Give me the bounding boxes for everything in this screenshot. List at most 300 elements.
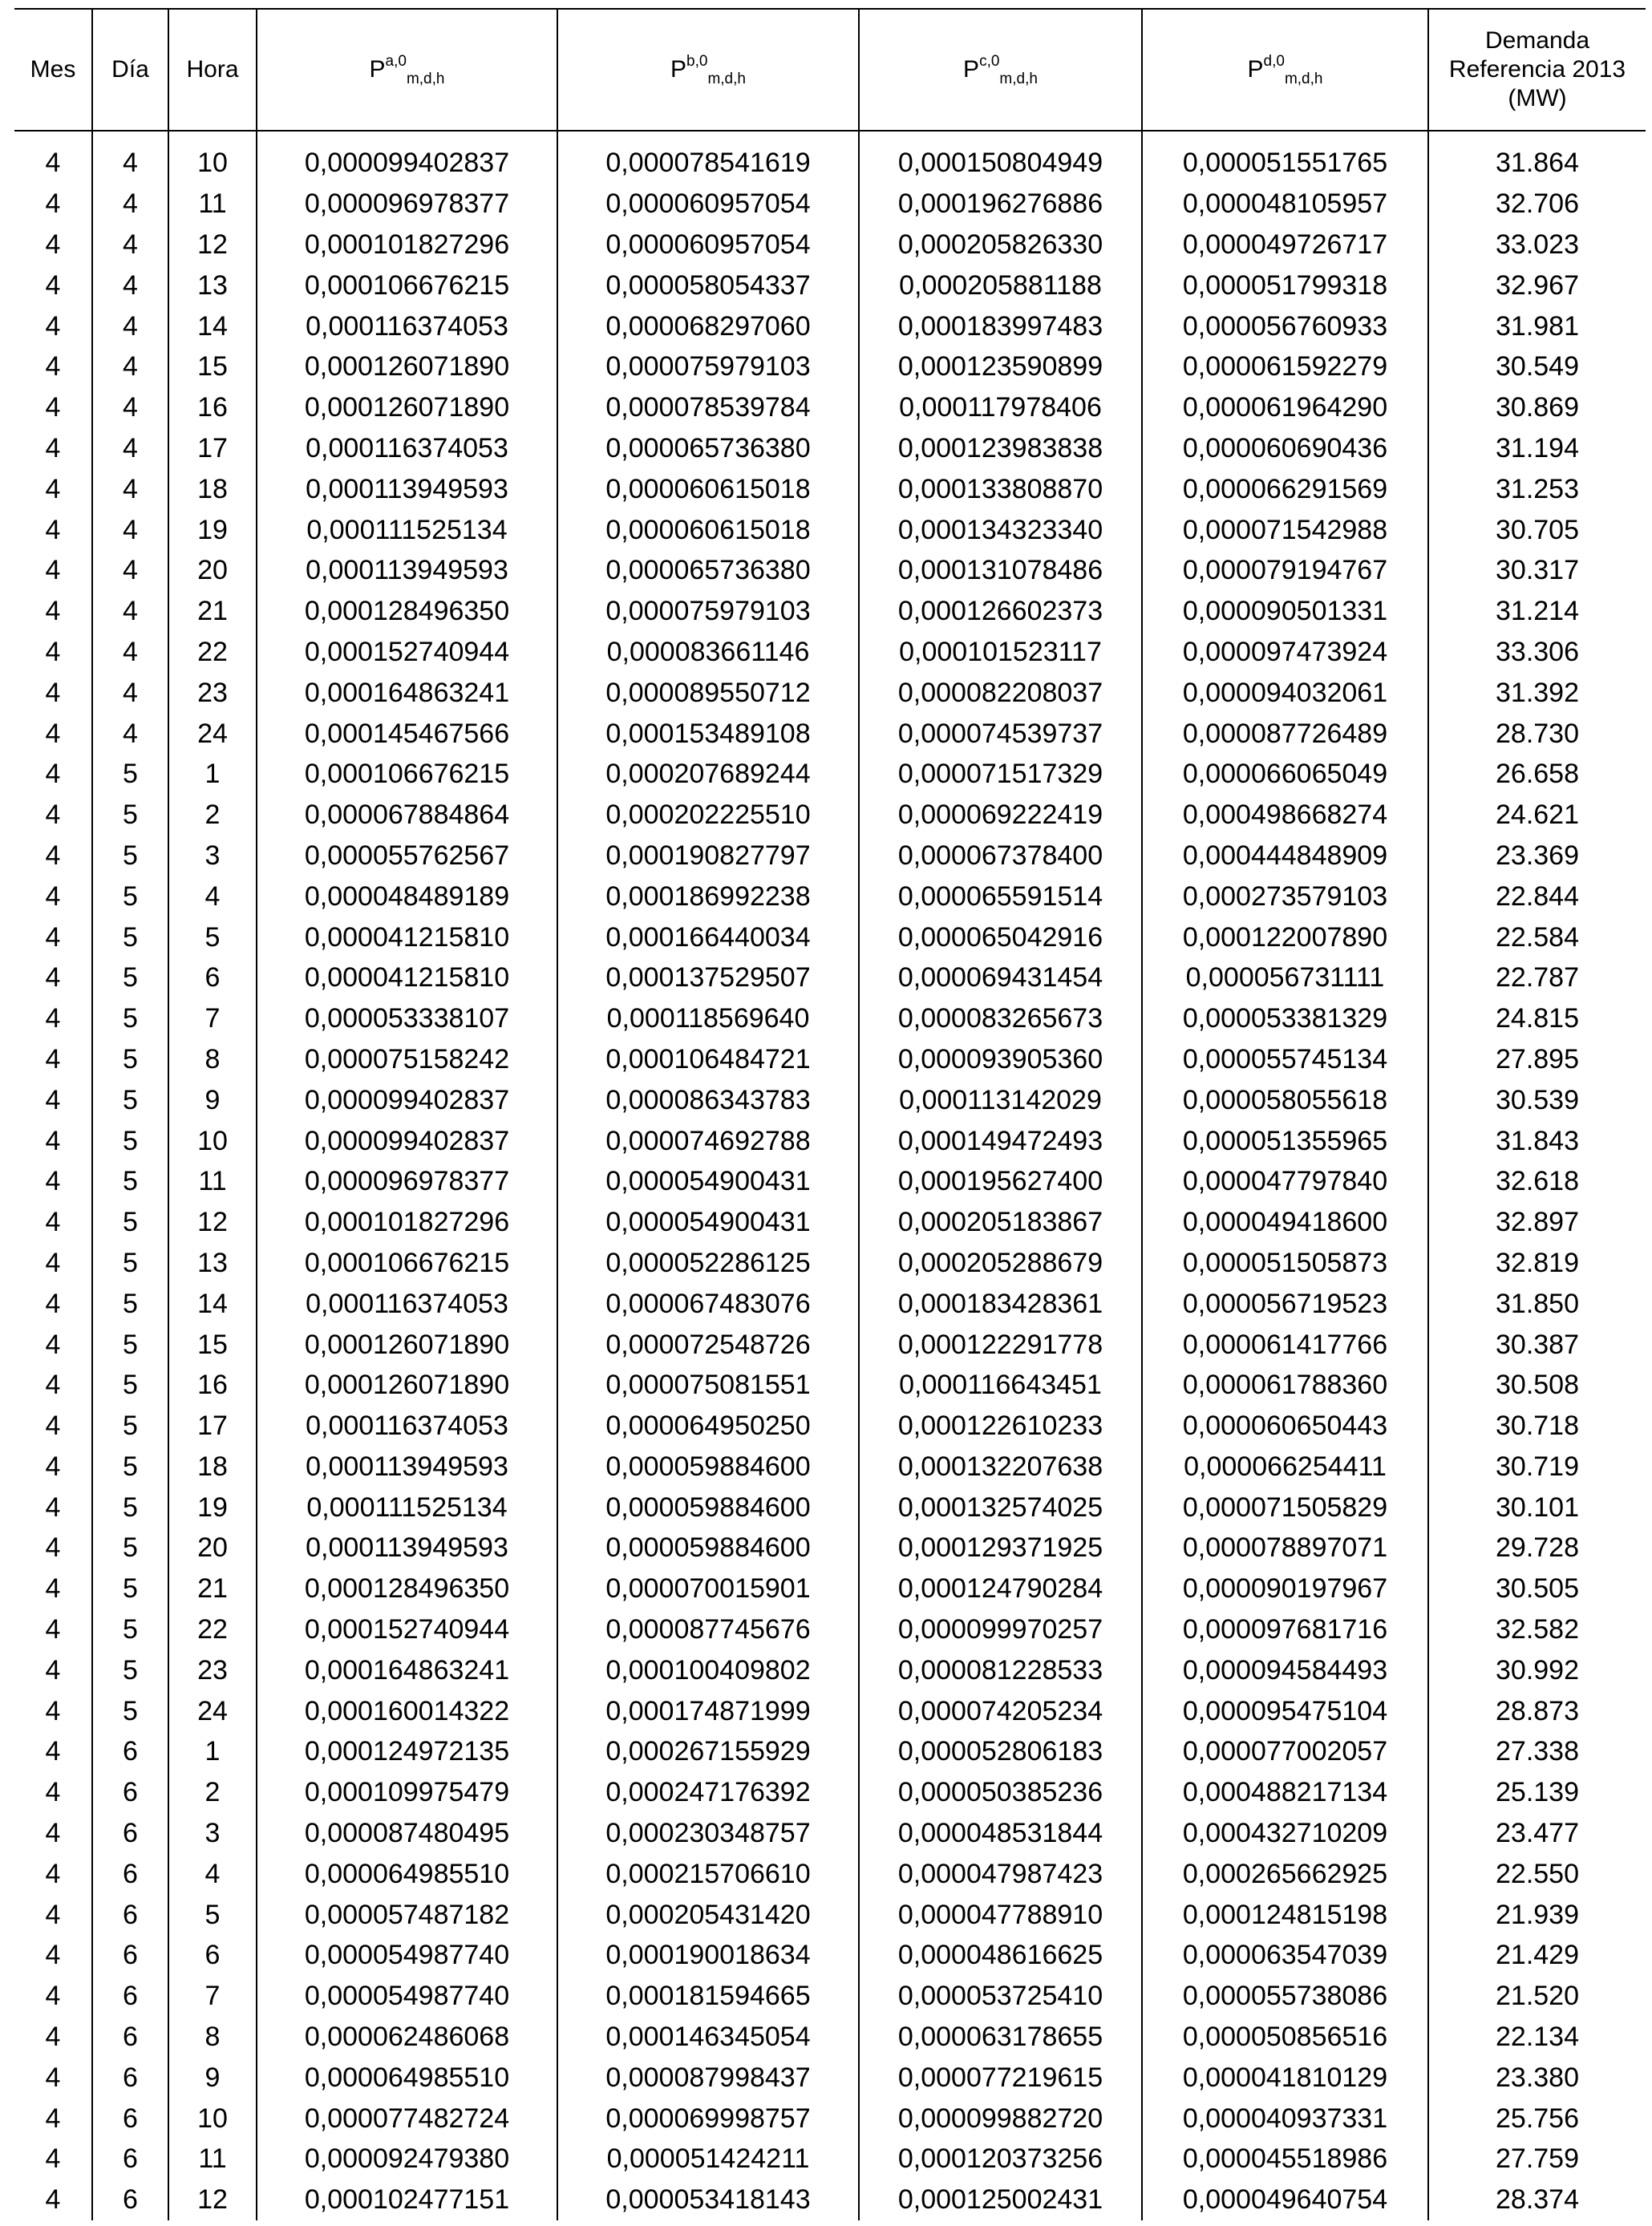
table-cell: 0,000134323340 (859, 509, 1142, 550)
table-row (14, 1039, 1646, 1080)
table-cell: 0,000066291569 (1142, 468, 1428, 509)
table-cell: 5 (92, 836, 168, 876)
table-cell: 4 (14, 795, 92, 836)
table-cell: 0,000174871999 (557, 1690, 859, 1731)
table-cell: 0,000066065049 (1142, 754, 1428, 795)
table-cell: 13 (168, 1243, 257, 1284)
table-cell: 0,000083265673 (859, 998, 1142, 1039)
table-cell: 33.023 (1428, 225, 1646, 265)
table-row (14, 1202, 1646, 1243)
table-cell: 0,000126602373 (859, 591, 1142, 632)
table-cell: 4 (14, 713, 92, 754)
table-cell: 21.939 (1428, 1894, 1646, 1935)
table-cell: 0,000077002057 (1142, 1731, 1428, 1772)
table-cell: 28.374 (1428, 2179, 1646, 2220)
table-row (14, 131, 1646, 184)
table-cell: 12 (168, 1202, 257, 1243)
table-cell: 0,000488217134 (1142, 1772, 1428, 1813)
table-cell: 4 (14, 468, 92, 509)
table-row (14, 468, 1646, 509)
table-cell: 0,000097473924 (1142, 632, 1428, 673)
table-cell: 32.967 (1428, 265, 1646, 306)
table-row (14, 1161, 1646, 1202)
table-cell: 0,000101827296 (257, 1202, 557, 1243)
table-cell: 14 (168, 306, 257, 346)
table-cell: 0,000053381329 (1142, 998, 1428, 1039)
table-cell: 4 (14, 1406, 92, 1447)
table-cell: 0,000126071890 (257, 1365, 557, 1406)
table-cell: 0,000166440034 (557, 917, 859, 957)
column-header-superscript: b,0 (686, 53, 708, 70)
table-cell: 5 (92, 998, 168, 1039)
table-cell: 0,000146345054 (557, 2017, 859, 2058)
table-cell: 2 (168, 795, 257, 836)
table-cell: 3 (168, 836, 257, 876)
table-cell: 7 (168, 1976, 257, 2017)
table-cell: 0,000065042916 (859, 917, 1142, 957)
table-cell: 0,000123590899 (859, 346, 1142, 387)
table-row (14, 1283, 1646, 1324)
table-row (14, 346, 1646, 387)
table-cell: 4 (14, 1772, 92, 1813)
table-cell: 6 (92, 2139, 168, 2179)
table-cell: 4 (14, 998, 92, 1039)
table-cell: 0,000113949593 (257, 1447, 557, 1487)
table-cell: 4 (14, 265, 92, 306)
table-cell: 31.392 (1428, 672, 1646, 713)
table-cell: 0,000060690436 (1142, 428, 1428, 469)
table-cell: 0,000087745676 (557, 1609, 859, 1650)
table-row (14, 2098, 1646, 2139)
table-cell: 6 (92, 2057, 168, 2098)
table-cell: 4 (14, 550, 92, 591)
table-cell: 0,000064985510 (257, 2057, 557, 2098)
table-cell: 0,000145467566 (257, 713, 557, 754)
table-cell: 0,000122610233 (859, 1406, 1142, 1447)
table-cell: 31.981 (1428, 306, 1646, 346)
table-cell: 4 (92, 346, 168, 387)
table-cell: 0,000099402837 (257, 131, 557, 184)
table-cell: 0,000099402837 (257, 1120, 557, 1161)
table-cell: 17 (168, 428, 257, 469)
table-cell: 18 (168, 1447, 257, 1487)
table-cell: 0,000118569640 (557, 998, 859, 1039)
table-cell: 0,000160014322 (257, 1690, 557, 1731)
table-row (14, 1894, 1646, 1935)
table-cell: 0,000116374053 (257, 306, 557, 346)
table-cell: 0,000265662925 (1142, 1853, 1428, 1894)
table-cell: 6 (92, 1772, 168, 1813)
table-cell: 5 (92, 754, 168, 795)
table-cell: 24 (168, 1690, 257, 1731)
table-cell: 23.380 (1428, 2057, 1646, 2098)
table-cell: 0,000190018634 (557, 1935, 859, 1976)
table-cell: 31.253 (1428, 468, 1646, 509)
table-cell: 0,000111525134 (257, 509, 557, 550)
table-cell: 0,000053338107 (257, 998, 557, 1039)
table-cell: 0,000096978377 (257, 184, 557, 225)
table-cell: 0,000069998757 (557, 2098, 859, 2139)
table-cell: 5 (92, 1365, 168, 1406)
table-cell: 0,000126071890 (257, 1324, 557, 1365)
table-cell: 0,000267155929 (557, 1731, 859, 1772)
table-cell: 4 (14, 1609, 92, 1650)
table-cell: 4 (14, 1487, 92, 1528)
table-cell: 0,000056760933 (1142, 306, 1428, 346)
table-cell: 11 (168, 2139, 257, 2179)
table-cell: 0,000055762567 (257, 836, 557, 876)
table-cell: 0,000126071890 (257, 387, 557, 428)
table-cell: 0,000113949593 (257, 1528, 557, 1568)
table-cell: 0,000205288679 (859, 1243, 1142, 1284)
table-cell: 0,000247176392 (557, 1772, 859, 1813)
table-cell: 0,000196276886 (859, 184, 1142, 225)
column-header-subscript: m,d,h (406, 71, 445, 87)
table-cell: 4 (14, 957, 92, 998)
table-cell: 0,000093905360 (859, 1039, 1142, 1080)
table-cell: 4 (14, 1283, 92, 1324)
table-cell: 0,000133808870 (859, 468, 1142, 509)
table-cell: 1 (168, 754, 257, 795)
table-cell: 6 (92, 1813, 168, 1854)
table-cell: 0,000062486068 (257, 2017, 557, 2058)
table-cell: 21 (168, 591, 257, 632)
table-cell: 0,000101523117 (859, 632, 1142, 673)
table-row (14, 2139, 1646, 2179)
table-cell: 0,000113949593 (257, 550, 557, 591)
table-cell: 15 (168, 346, 257, 387)
table-cell: 0,000060615018 (557, 468, 859, 509)
table-cell: 0,000190827797 (557, 836, 859, 876)
table-cell: 21.429 (1428, 1935, 1646, 1976)
table-cell: 22.787 (1428, 957, 1646, 998)
table-cell: 0,000070015901 (557, 1568, 859, 1609)
table-cell: 16 (168, 1365, 257, 1406)
table-cell: 32.819 (1428, 1243, 1646, 1284)
table-cell: 0,000090197967 (1142, 1568, 1428, 1609)
table-cell: 15 (168, 1324, 257, 1365)
table-cell: 23.477 (1428, 1813, 1646, 1854)
table-cell: 4 (14, 1528, 92, 1568)
table-cell: 0,000137529507 (557, 957, 859, 998)
table-cell: 0,000128496350 (257, 591, 557, 632)
column-header-label: Hora (186, 56, 239, 83)
table-cell: 0,000065736380 (557, 550, 859, 591)
table-cell: 0,000041810129 (1142, 2057, 1428, 2098)
column-header (257, 9, 557, 131)
table-cell: 4 (14, 1324, 92, 1365)
table-cell: 8 (168, 1039, 257, 1080)
table-cell: 0,000056731111 (1142, 957, 1428, 998)
column-header (859, 9, 1142, 131)
table-cell: 6 (92, 1731, 168, 1772)
table-cell: 0,000181594665 (557, 1976, 859, 2017)
table-cell: 9 (168, 1079, 257, 1120)
table-cell: 5 (92, 1243, 168, 1284)
table-row (14, 225, 1646, 265)
table-row (14, 1649, 1646, 1690)
table-cell: 2 (168, 1772, 257, 1813)
table-cell: 4 (92, 550, 168, 591)
table-cell: 0,000066254411 (1142, 1447, 1428, 1487)
table-cell: 5 (92, 1039, 168, 1080)
table-cell: 0,000059884600 (557, 1528, 859, 1568)
table-cell: 4 (92, 713, 168, 754)
table-cell: 0,000125002431 (859, 2179, 1142, 2220)
table-cell: 4 (92, 184, 168, 225)
table-cell: 0,000183997483 (859, 306, 1142, 346)
table-row (14, 1853, 1646, 1894)
table-cell: 0,000041215810 (257, 917, 557, 957)
table-cell: 30.705 (1428, 509, 1646, 550)
table-cell: 0,000164863241 (257, 1649, 557, 1690)
table-cell: 0,000215706610 (557, 1853, 859, 1894)
table-cell: 5 (92, 1161, 168, 1202)
table-cell: 5 (92, 1283, 168, 1324)
table-cell: 5 (168, 917, 257, 957)
table-cell: 5 (92, 1202, 168, 1243)
table-cell: 4 (14, 2139, 92, 2179)
table-cell: 19 (168, 509, 257, 550)
table-row (14, 632, 1646, 673)
table-row (14, 1406, 1646, 1447)
table-cell: 0,000060615018 (557, 509, 859, 550)
table-cell: 27.895 (1428, 1039, 1646, 1080)
table-cell: 0,000061788360 (1142, 1365, 1428, 1406)
table-row (14, 1120, 1646, 1161)
table-cell: 22.584 (1428, 917, 1646, 957)
table-cell: 23 (168, 672, 257, 713)
table-cell: 32.706 (1428, 184, 1646, 225)
table-cell: 4 (92, 225, 168, 265)
table-row (14, 184, 1646, 225)
table-cell: 0,000116374053 (257, 1406, 557, 1447)
table-cell: 0,000120373256 (859, 2139, 1142, 2179)
table-cell: 0,000049640754 (1142, 2179, 1428, 2220)
column-header-label: P (963, 56, 980, 83)
table-cell: 0,000128496350 (257, 1568, 557, 1609)
table-cell: 30.992 (1428, 1649, 1646, 1690)
table-cell: 6 (92, 2179, 168, 2220)
table-cell: 6 (168, 957, 257, 998)
table-cell: 0,000047788910 (859, 1894, 1142, 1935)
table-cell: 10 (168, 131, 257, 184)
table-cell: 0,000099882720 (859, 2098, 1142, 2139)
column-header-label: P (670, 56, 687, 83)
table-row (14, 957, 1646, 998)
table-cell: 0,000045518986 (1142, 2139, 1428, 2179)
table-cell: 4 (92, 632, 168, 673)
table-cell: 4 (168, 876, 257, 917)
table-cell: 19 (168, 1487, 257, 1528)
table-cell: 5 (92, 1528, 168, 1568)
table-cell: 0,000101827296 (257, 225, 557, 265)
table-cell: 21.520 (1428, 1976, 1646, 2017)
table-cell: 5 (92, 1649, 168, 1690)
table-cell: 0,000100409802 (557, 1649, 859, 1690)
table-cell: 0,000071542988 (1142, 509, 1428, 550)
table-cell: 0,000049726717 (1142, 225, 1428, 265)
table-cell: 4 (14, 1365, 92, 1406)
table-row (14, 387, 1646, 428)
table-cell: 0,000116374053 (257, 428, 557, 469)
table-cell: 4 (92, 131, 168, 184)
table-cell: 5 (92, 1690, 168, 1731)
table-cell: 4 (92, 591, 168, 632)
table-cell: 0,000124790284 (859, 1568, 1142, 1609)
table-cell: 0,000078541619 (557, 131, 859, 184)
table-cell: 0,000075979103 (557, 591, 859, 632)
table-cell: 0,000116643451 (859, 1365, 1142, 1406)
table-cell: 5 (92, 1324, 168, 1365)
table-cell: 4 (14, 225, 92, 265)
table-cell: 0,000052806183 (859, 1731, 1142, 1772)
table-cell: 0,000124972135 (257, 1731, 557, 1772)
table-cell: 17 (168, 1406, 257, 1447)
table-cell: 0,000075979103 (557, 346, 859, 387)
demand-table (14, 8, 1646, 2220)
table-cell: 0,000074539737 (859, 713, 1142, 754)
table-cell: 6 (92, 2017, 168, 2058)
table-cell: 0,000116374053 (257, 1283, 557, 1324)
table-cell: 0,000124815198 (1142, 1894, 1428, 1935)
table-cell: 6 (168, 1935, 257, 1976)
table-cell: 0,000040937331 (1142, 2098, 1428, 2139)
table-cell: 4 (14, 591, 92, 632)
table-cell: 21 (168, 1568, 257, 1609)
table-cell: 0,000067378400 (859, 836, 1142, 876)
table-cell: 30.387 (1428, 1324, 1646, 1365)
table-cell: 0,000055738086 (1142, 1976, 1428, 2017)
table-cell: 0,000106676215 (257, 265, 557, 306)
table-cell: 7 (168, 998, 257, 1039)
table-cell: 4 (14, 836, 92, 876)
table-cell: 0,000053418143 (557, 2179, 859, 2220)
table-cell: 30.508 (1428, 1365, 1646, 1406)
table-cell: 0,000051799318 (1142, 265, 1428, 306)
table-cell: 0,000122007890 (1142, 917, 1428, 957)
column-header-superscript: d,0 (1263, 53, 1285, 70)
table-row (14, 2179, 1646, 2220)
table-cell: 0,000122291778 (859, 1324, 1142, 1365)
table-row (14, 1528, 1646, 1568)
table-cell: 0,000090501331 (1142, 591, 1428, 632)
table-cell: 0,000047797840 (1142, 1161, 1428, 1202)
table-cell: 5 (92, 1487, 168, 1528)
table-cell: 0,000069222419 (859, 795, 1142, 836)
table-cell: 13 (168, 265, 257, 306)
table-cell: 0,000050856516 (1142, 2017, 1428, 2058)
table-cell: 10 (168, 2098, 257, 2139)
table-cell: 6 (92, 1894, 168, 1935)
table-cell: 4 (14, 1039, 92, 1080)
table-cell: 0,000106676215 (257, 1243, 557, 1284)
table-cell: 31.843 (1428, 1120, 1646, 1161)
table-row (14, 1690, 1646, 1731)
table-cell: 0,000089550712 (557, 672, 859, 713)
table-row (14, 1813, 1646, 1854)
table-cell: 0,000058054337 (557, 265, 859, 306)
column-header (557, 9, 859, 131)
table-cell: 4 (14, 131, 92, 184)
table-cell: 0,000183428361 (859, 1283, 1142, 1324)
table-cell: 25.139 (1428, 1772, 1646, 1813)
table-cell: 4 (14, 1976, 92, 2017)
table-cell: 5 (168, 1894, 257, 1935)
table-cell: 4 (14, 1202, 92, 1243)
table-cell: 4 (14, 1649, 92, 1690)
column-header-label: Demanda Referencia 2013 (MW) (1448, 27, 1626, 111)
table-cell: 4 (14, 1813, 92, 1854)
table-row (14, 917, 1646, 957)
table-cell: 30.101 (1428, 1487, 1646, 1528)
table-cell: 26.658 (1428, 754, 1646, 795)
table-cell: 0,000099402837 (257, 1079, 557, 1120)
table-row (14, 1568, 1646, 1609)
table-cell: 0,000113142029 (859, 1079, 1142, 1120)
table-cell: 23.369 (1428, 836, 1646, 876)
table-cell: 0,000064985510 (257, 1853, 557, 1894)
table-cell: 31.214 (1428, 591, 1646, 632)
column-header (1142, 9, 1428, 131)
table-cell: 5 (92, 917, 168, 957)
table-cell: 0,000075158242 (257, 1039, 557, 1080)
table-cell: 0,000041215810 (257, 957, 557, 998)
table-cell: 4 (14, 1079, 92, 1120)
table-cell: 0,000195627400 (859, 1161, 1142, 1202)
table-row (14, 836, 1646, 876)
column-header-superscript: c,0 (979, 53, 1000, 70)
table-cell: 0,000054900431 (557, 1202, 859, 1243)
table-cell: 30.718 (1428, 1406, 1646, 1447)
table-row (14, 550, 1646, 591)
table-cell: 0,000051505873 (1142, 1243, 1428, 1284)
table-cell: 0,000047987423 (859, 1853, 1142, 1894)
table-cell: 0,000057487182 (257, 1894, 557, 1935)
table-cell: 0,000051551765 (1142, 131, 1428, 184)
table-cell: 0,000131078486 (859, 550, 1142, 591)
column-header-label: Mes (30, 56, 76, 83)
table-cell: 32.582 (1428, 1609, 1646, 1650)
table-cell: 1 (168, 1731, 257, 1772)
table-cell: 0,000054987740 (257, 1935, 557, 1976)
table-cell: 5 (92, 876, 168, 917)
table-row (14, 1731, 1646, 1772)
table-cell: 0,000071517329 (859, 754, 1142, 795)
table-cell: 0,000186992238 (557, 876, 859, 917)
table-cell: 0,000064950250 (557, 1406, 859, 1447)
table-row (14, 2017, 1646, 2058)
table-row (14, 1079, 1646, 1120)
table-cell: 24.621 (1428, 795, 1646, 836)
table-cell: 0,000132574025 (859, 1487, 1142, 1528)
table-cell: 4 (14, 1894, 92, 1935)
table-cell: 22.134 (1428, 2017, 1646, 2058)
table-cell: 0,000075081551 (557, 1365, 859, 1406)
table-cell: 30.869 (1428, 387, 1646, 428)
table-cell: 14 (168, 1283, 257, 1324)
table-cell: 0,000048489189 (257, 876, 557, 917)
table-cell: 30.719 (1428, 1447, 1646, 1487)
table-row (14, 876, 1646, 917)
table-row (14, 428, 1646, 469)
table-cell: 0,000444848909 (1142, 836, 1428, 876)
table-cell: 30.539 (1428, 1079, 1646, 1120)
column-header-superscript: a,0 (385, 53, 407, 70)
table-cell: 0,000058055618 (1142, 1079, 1428, 1120)
table-cell: 0,000095475104 (1142, 1690, 1428, 1731)
table-cell: 4 (14, 1161, 92, 1202)
